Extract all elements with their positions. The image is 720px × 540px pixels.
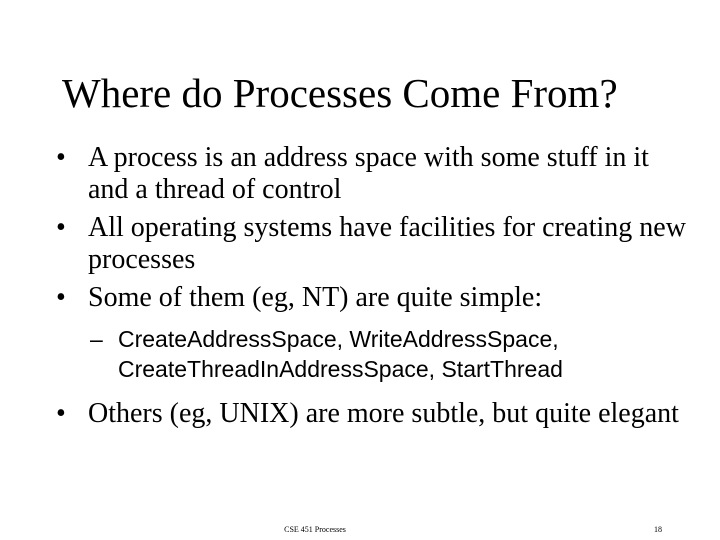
bullet-item xyxy=(56,282,696,314)
bullet-marker: • xyxy=(56,212,66,243)
slide-title: Where do Processes Come From? xyxy=(62,70,618,116)
page-number: 18 xyxy=(654,525,662,534)
bullet-item xyxy=(56,142,696,206)
sub-bullet-marker: – xyxy=(90,326,103,352)
bullet-marker: • xyxy=(56,398,66,429)
bullet-text: Others (eg, UNIX) are more subtle, but quite elegant xyxy=(88,398,679,429)
bullet-text: All operating systems have facilities for creating new processes xyxy=(88,212,686,275)
bullet-text: Some of them (eg, NT) are quite simple: xyxy=(88,282,543,313)
bullet-marker: • xyxy=(56,282,66,313)
bullet-list xyxy=(56,142,696,436)
sub-bullet-item xyxy=(56,324,696,384)
bullet-text: A process is an address space with some stuff in it and a thread of control xyxy=(88,142,649,205)
bullet-item xyxy=(56,398,696,430)
bullet-marker: • xyxy=(56,142,66,173)
footer-course xyxy=(0,525,620,535)
bullet-item xyxy=(56,212,696,276)
footer-course-text: CSE 451 Processes xyxy=(284,525,346,534)
sub-bullet-text: CreateAddressSpace, WriteAddressSpace, CreateThreadInAddressSpace, StartThread xyxy=(118,326,563,382)
